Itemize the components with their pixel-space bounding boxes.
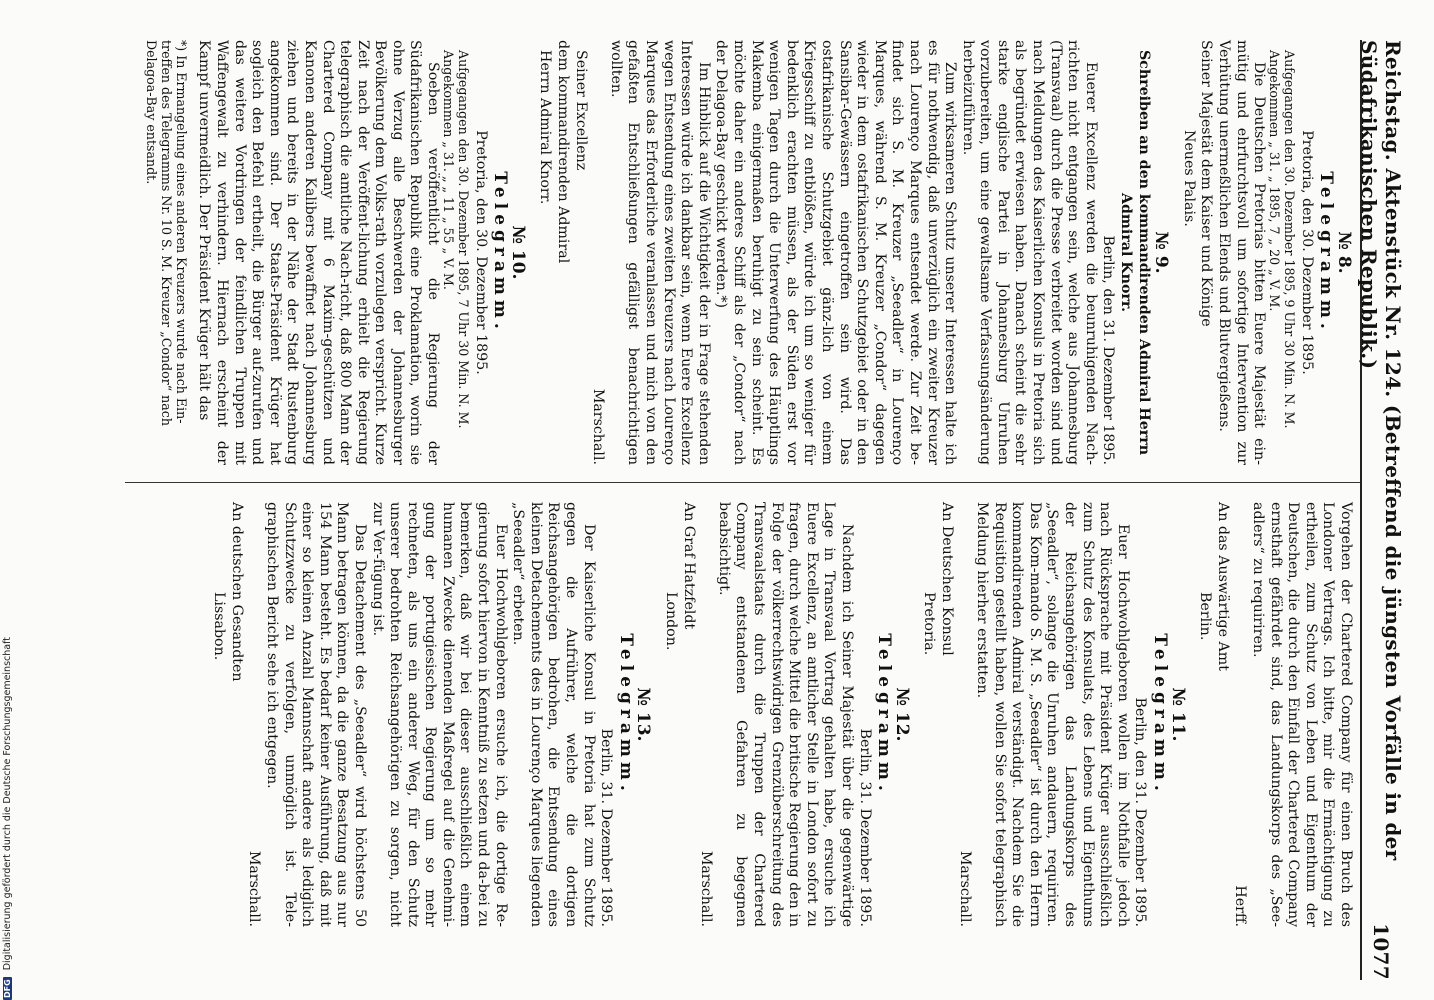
credit-text: Digitalisierung gefördert durch die Deutsche Forschungsgemeinschaft	[2, 636, 13, 971]
doc-body-2: Zum wirksameren Schutz unserer Interessen halte ich es für nothwendig, daß unverzüglich ein zweiter Kreuzer nach Lourenço Marques entsendet werde. Zur Zeit be-findet sich S. M. Kreuzer „Seeadler“ in Lourenço Marques, während S. M. Kreuzer „Condor“ dagegen wieder in dem ostafrikanischen Schutzgebiet oder in den Sansibar-Gewässern eingetroffen sein wird. Das ostafrikanische Schutzgebiet gänz-lich von einem Kriegsschiff zu entblößen, würde ich um so weniger für bedenklich erachten müssen, als der Süden erst vor wenigen Tagen durch die Unterwerfung des Häuptlings Makemba einigermaßen beruhigt zu sein scheint. Es möchte daher ein anderes Schiff als der „Condor“ nach der Delagoa-Bay geschickt werden.*)	[713, 40, 959, 465]
place-date: Berlin, 31. Dezember 1895.	[856, 728, 873, 927]
signature: Marschall.	[956, 850, 973, 927]
recipient: An Deutschen Konsul	[938, 502, 955, 656]
doc-number: № 11.	[1167, 687, 1188, 742]
document-9	[536, 40, 1172, 465]
arrival-meta: Angekommen „ 31. „ 1895, 7 „ 20 „ V. M.	[1267, 50, 1283, 312]
dispatch-meta: Aufgegangen den 30. Dezember 1895, 9 Uhr 30 Min. N. M.	[1282, 50, 1298, 429]
page-header	[1357, 40, 1405, 980]
document-10	[144, 40, 526, 465]
document-12	[661, 502, 912, 927]
rotated-page-content	[110, 40, 1405, 980]
recipient-place: Pretoria.	[921, 592, 938, 656]
doc-number: № 9.	[1151, 231, 1172, 274]
document-8	[1179, 40, 1352, 465]
place-date: Berlin, 31. Dezember 1895.	[598, 728, 615, 927]
doc-body: Euer Hochwohlgeboren wollen im Nothfalle jedoch nach Rücksprache mit Präsident Krüger ausschließlich zum Schutz des Konsulats, des Lebens und Eigenthums der Reichsangehörigen das Landungskorps des „Seeadler“, solange die Unruhen andauern, requiriren. Das Kom-mando S. M. S. „Seeadler“ ist durch den Herrn kommandirenden Admiral verständigt. Nachdem Sie die Requisition gestellt haben, wollen Sie sofort telegraphisch Meldung hierher erstatten.	[974, 502, 1131, 927]
dispatch-meta: Aufgegangen den 30. Dezember 1895, 7 Uhr 30 Min. N. M.	[456, 50, 472, 429]
recipient-line-3: Herrn Admiral Knorr.	[537, 50, 554, 205]
doc-title: Telegramm.	[1316, 171, 1337, 334]
header-title: Reichstag. Aktenstück Nr. 124. (Betreffend die jüngsten Vorfälle in der Südafrikanischen Republik.)	[1357, 40, 1405, 861]
signature: Marschall.	[590, 388, 607, 465]
doc-body-1: Euerer Excellenz werden die beunruhigenden Nach-richten nicht entgangen sein, welche aus Johannesburg (Transvaal) durch die Presse verbreitet worden sind und nach Meldungen des Kaiserlichen Konsuls in Pretoria sich als begründet erwiesen haben. Danach scheint die sehr starke englische Partei in Johannesburg Unruhen vorzubereiten, um eine gewaltsame Verfassungsänderung herbeizuführen.	[959, 40, 1099, 465]
doc-title: Telegramm.	[1150, 633, 1171, 796]
doc-number: № 12.	[891, 687, 912, 742]
recipient-place: London.	[663, 592, 680, 651]
place-date: Berlin, den 31. Dezember 1895.	[1132, 697, 1149, 927]
doc-body: Soeben veröffentlicht die Regierung der Südafrikanischen Republik eine Proklamation, worin sie ohne Verzug alle Beschwerden der Johannesburger Bevölkerung dem Volks-rath vorzulegen verspricht. Kurze Zeit nach der Veröffent-lichung erhielt die Regierung telegraphisch die amtliche Nach-richt, daß 800 Mann der Chartered Company mit 6 Maxim-geschützen und Kanonen anderen Kalibers bewaffnet nach Johannesburg ziehen und bereits in der Nähe der Stadt Rustenburg angekommen sind. Der Staats-Präsident Krüger hat sogleich den Befehl ertheilt, die Bürger auf-zurufen und das weitere Vordringen der feindlichen Truppen mit Waffengewalt zu verhindern. Hiernach erscheint der Kampf unvermeidlich. Der Präsident Krüger hält das	[196, 40, 442, 465]
doc-number: № 10.	[507, 225, 528, 280]
doc-body-3: Das Detachement des „Seeadler“ wird höchstens 50 Mann betragen können, da die ganze Besatzung aus nur 154 Mann besteht. Es bedarf keiner Ausführung, daß mit einer so kleinen Anzahl Mannschaft andere als lediglich Schutzzwecke zu verfolgen, unmöglich ist. Tele-graphischen Bericht sehe ich entgegen.	[263, 502, 368, 927]
document-10-continued	[1196, 502, 1354, 927]
recipient-place: Neues Palais.	[1180, 130, 1197, 227]
column-divider	[125, 482, 1360, 483]
left-column	[144, 40, 1354, 465]
doc-body-3: Im Hinblick auf die Wichtigkeit der in Frage stehenden Interessen würde ich dankbar sein, wenn Euere Excellenz wegen Entsendung eines zweiten Kreuzers nach Lourenço Marques das Erforderliche veranlassen und mich von den gefaßten Entschließungen gefälligst benachrichtigen wollten.	[607, 40, 712, 465]
recipient-line-1: Seiner Excellenz	[572, 50, 589, 171]
document-13	[210, 502, 652, 927]
doc-title: Schreiben an den kommandirenden Admiral Herrn Admiral Knorr.	[1118, 49, 1152, 456]
page-number: 1077	[1369, 923, 1393, 980]
place-date: Pretoria, den 30. Dezember 1895.	[472, 130, 489, 375]
doc-body: Vorgehen der Chartered Company für einen Bruch des Londoner Vertrags. Ich bitte, mir die Ermächtigung zu ertheilen, zum Schutz von Leben und Eigenthum der Deutschen, die durch den Einfall der Chartered Company ernsthaft gefährdet sind, das Landungskorps des „See-adlers“ zu requiriren.	[1250, 502, 1354, 927]
footnote: *) In Ermangelung eines anderen Kreuzers wurde nach Ein-treffen des Telegramms Nr. 10 S. M. Kreuzer „Condor“ nach Delagoa-Bay entsandt.	[143, 40, 189, 426]
doc-title: Telegramm.	[874, 633, 895, 796]
recipient: Seiner Majestät dem Kaiser und Könige	[1198, 40, 1215, 327]
signature: Marschall.	[698, 850, 715, 927]
doc-body: Die Deutschen Pretorias bitten Euere Majestät ein-mütig und ehrfurchtsvoll um sofortige Intervention zur Verhütung unermeßlichen Elends und Blutvergießens.	[1216, 40, 1268, 465]
place-date: Berlin, den 31. Dezember 1895.	[1100, 235, 1117, 465]
signature: Herff.	[1232, 885, 1249, 927]
doc-body-1: Der Kaiserliche Konsul in Pretoria hat zum Schutz gegen die Aufrührer, welche die dortigen Reichsangehörigen bedrohen, die Entsendung eines kleinen Detachements des in Lourenço Marques liegenden „Seeadler“ erbeten.	[510, 502, 597, 927]
doc-number: № 8.	[1334, 231, 1354, 274]
recipient: An Graf Hatzfeldt	[680, 502, 697, 630]
dfg-logo-icon: DFG	[3, 979, 12, 998]
document-11	[920, 502, 1186, 927]
doc-body-2: Euer Hochwohlgeboren ersuche ich, die dortige Re-gierung sofort hiervon in Kenntniß zu setzen und da-bei zu bemerken, daß wir bei dieser ausschließlich einem humanen Zwecke dienenden Maßregel auf die Genehmi-gung der portugiesischen Regierung um so mehr rechneten, als uns ein anderer Weg, für den Schutz unserer bedrohten Reichsangehörigen zu sorgen, nicht zur Ver-fügung ist.	[369, 502, 509, 927]
right-column	[210, 502, 1354, 927]
recipient-place: Lissabon.	[211, 592, 228, 661]
signature: Marschall.	[246, 850, 263, 927]
digitization-credit	[2, 0, 14, 1000]
doc-body: Nachdem ich Seiner Majestät über die gegenwärtige Lage in Transvaal Vortrag gehalten habe, ersuche ich Euere Excellenz, an amtlicher Stelle in London sofort zu fragen, durch welche Mittel die britische Regierung den in Folge der völkerrechtswidrigen Grenzüberschreitung des Transvaalstaats durch die Truppen der Chartered Company entstandenen Gefahren zu begegnen beabsichtigt.	[715, 502, 855, 927]
place-date: Pretoria, den 30. Dezember 1895.	[1298, 130, 1315, 375]
recipient: An deutschen Gesandten	[228, 502, 245, 682]
arrival-meta: Angekommen „ 31. „ „ 11 „ 55 „ V. M.	[441, 50, 457, 290]
recipient: An das Auswärtige Amt	[1214, 502, 1231, 671]
doc-number: № 13.	[633, 687, 654, 742]
doc-title: Telegramm.	[490, 171, 511, 334]
recipient-place: Berlin.	[1197, 592, 1214, 641]
doc-title: Telegramm.	[615, 633, 636, 796]
recipient-line-2: dem kommandirenden Admiral	[555, 40, 572, 264]
